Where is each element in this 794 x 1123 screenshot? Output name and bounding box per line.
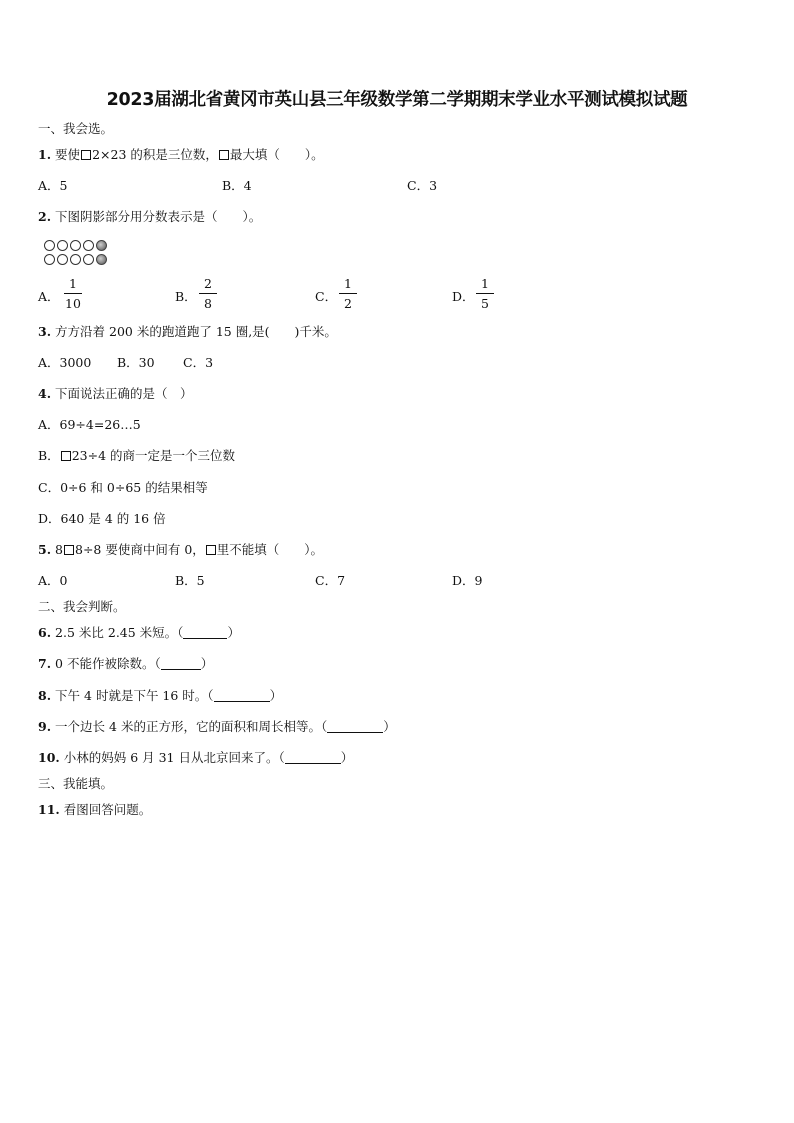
fraction-bar — [64, 293, 82, 294]
question-text: 8 — [55, 542, 63, 557]
q1-option-b[interactable]: B．4 — [222, 178, 252, 193]
paren-close: ） — [227, 625, 240, 640]
shaded-circle-icon — [96, 254, 107, 265]
question-11 — [38, 802, 151, 818]
circle-icon — [83, 254, 94, 265]
q5-option-c[interactable]: C．7 — [315, 573, 346, 588]
question-number: 10. — [38, 750, 60, 765]
q4-option-d[interactable]: D．640 是 4 的 16 倍 — [38, 511, 166, 526]
page-title: 2023届湖北省黄冈市英山县三年级数学第二学期期末学业水平测试模拟试题 — [106, 90, 688, 110]
blank-box-icon — [61, 451, 71, 461]
section-heading-choice: 一、我会选。 — [38, 121, 114, 136]
option-letter: C． — [315, 289, 338, 304]
denominator: 2 — [344, 296, 352, 311]
question-text: 下图阴影部分用分数表示是（ ）。 — [55, 209, 262, 224]
judge-question — [38, 750, 353, 766]
question-text: 看图回答问题。 — [63, 802, 152, 817]
question-text: 方方沿着 200 米的跑道跑了 15 圈,是( )千米。 — [55, 324, 337, 339]
blank-box-icon — [81, 150, 91, 160]
option-letter: B． — [175, 289, 197, 304]
question-text: 里不能填（ ）。 — [216, 542, 324, 557]
paren-close: ） — [383, 719, 396, 734]
circle-icon — [57, 240, 68, 251]
question-text: 小林的妈妈 6 月 31 日从北京回来了。（ — [63, 750, 285, 765]
question-text: 2×23 的积是三位数， — [92, 147, 218, 162]
q5-option-a[interactable]: A．0 — [38, 573, 68, 588]
numerator: 1 — [69, 276, 77, 291]
question-text: 最大填（ ）。 — [229, 147, 324, 162]
question-number: 5. — [38, 542, 52, 557]
circle-icon — [44, 254, 55, 265]
option-text: 23÷4 的商一定是一个三位数 — [71, 448, 235, 463]
q4-option-b[interactable] — [38, 448, 235, 464]
circle-icon — [83, 240, 94, 251]
numerator: 1 — [481, 276, 489, 291]
blank-box-icon — [219, 150, 229, 160]
question-text: 下面说法正确的是（ ） — [55, 386, 193, 401]
blank-box-icon — [64, 545, 74, 555]
option-letter: D． — [452, 289, 475, 304]
question-3 — [38, 324, 337, 340]
circle-icon — [70, 240, 81, 251]
question-text: 下午 4 时就是下午 16 时。（ — [55, 688, 214, 703]
question-1 — [38, 147, 324, 163]
denominator: 5 — [481, 296, 489, 311]
q1-option-a[interactable]: A．5 — [38, 178, 68, 193]
answer-blank[interactable] — [214, 689, 270, 702]
q3-option-c[interactable]: C．3 — [183, 355, 214, 370]
question-number: 1. — [38, 147, 52, 162]
blank-box-icon — [206, 545, 216, 555]
numerator: 2 — [204, 276, 212, 291]
question-text: 8÷8 要使商中间有 0， — [75, 542, 205, 557]
paren-close: ） — [269, 688, 283, 703]
fraction-bar — [339, 293, 357, 294]
shaded-circle-icon — [96, 240, 107, 251]
answer-blank[interactable] — [327, 720, 383, 733]
fraction-bar — [476, 293, 494, 294]
q5-option-b[interactable]: B．5 — [175, 573, 205, 588]
question-text: 一个边长 4 米的正方形，它的面积和周长相等。（ — [55, 719, 328, 734]
question-number: 9. — [38, 719, 52, 734]
q3-option-a[interactable]: A．3000 — [38, 355, 92, 370]
paren-close: ） — [340, 750, 354, 765]
question-number: 8. — [38, 688, 52, 703]
question-text: 2.5 米比 2.45 米短。（ — [55, 625, 184, 640]
circle-row — [44, 254, 107, 265]
fraction — [337, 276, 359, 312]
fraction — [62, 276, 84, 312]
denominator: 8 — [204, 296, 212, 311]
section-heading-judge: 二、我会判断。 — [38, 599, 126, 614]
paren-close: ） — [200, 656, 214, 671]
section-heading-fill: 三、我能填。 — [38, 776, 114, 791]
circle-icon — [44, 240, 55, 251]
fraction — [197, 276, 219, 312]
shaded-circles-figure — [44, 240, 107, 268]
q5-option-d[interactable]: D．9 — [452, 573, 483, 588]
q4-option-a[interactable]: A．69÷4=26…5 — [38, 417, 141, 432]
judge-question — [38, 656, 213, 672]
answer-blank[interactable] — [161, 657, 201, 670]
question-text: 0 不能作被除数。（ — [55, 656, 161, 671]
question-number: 6. — [38, 625, 52, 640]
question-number: 4. — [38, 386, 52, 401]
circle-row — [44, 240, 107, 251]
circle-icon — [70, 254, 81, 265]
question-number: 3. — [38, 324, 52, 339]
q3-option-b[interactable]: B．30 — [117, 355, 155, 370]
q4-option-c[interactable]: C．0÷6 和 0÷65 的结果相等 — [38, 480, 208, 495]
fraction-bar — [199, 293, 217, 294]
numerator: 1 — [344, 276, 352, 291]
q1-option-c[interactable]: C．3 — [407, 178, 438, 193]
question-4 — [38, 386, 193, 402]
judge-question — [38, 625, 240, 641]
question-number: 11. — [38, 802, 60, 817]
judge-question — [38, 719, 396, 735]
question-text: 要使 — [55, 147, 81, 162]
option-letter: B． — [38, 448, 60, 463]
circle-icon — [57, 254, 68, 265]
question-number: 7. — [38, 656, 52, 671]
question-number: 2. — [38, 209, 52, 224]
fraction — [474, 276, 496, 312]
question-5 — [38, 542, 323, 558]
answer-blank[interactable] — [183, 626, 227, 639]
answer-blank[interactable] — [285, 751, 341, 764]
judge-question — [38, 688, 282, 704]
question-2 — [38, 209, 261, 225]
option-letter: A． — [38, 289, 60, 304]
denominator: 10 — [65, 296, 81, 311]
